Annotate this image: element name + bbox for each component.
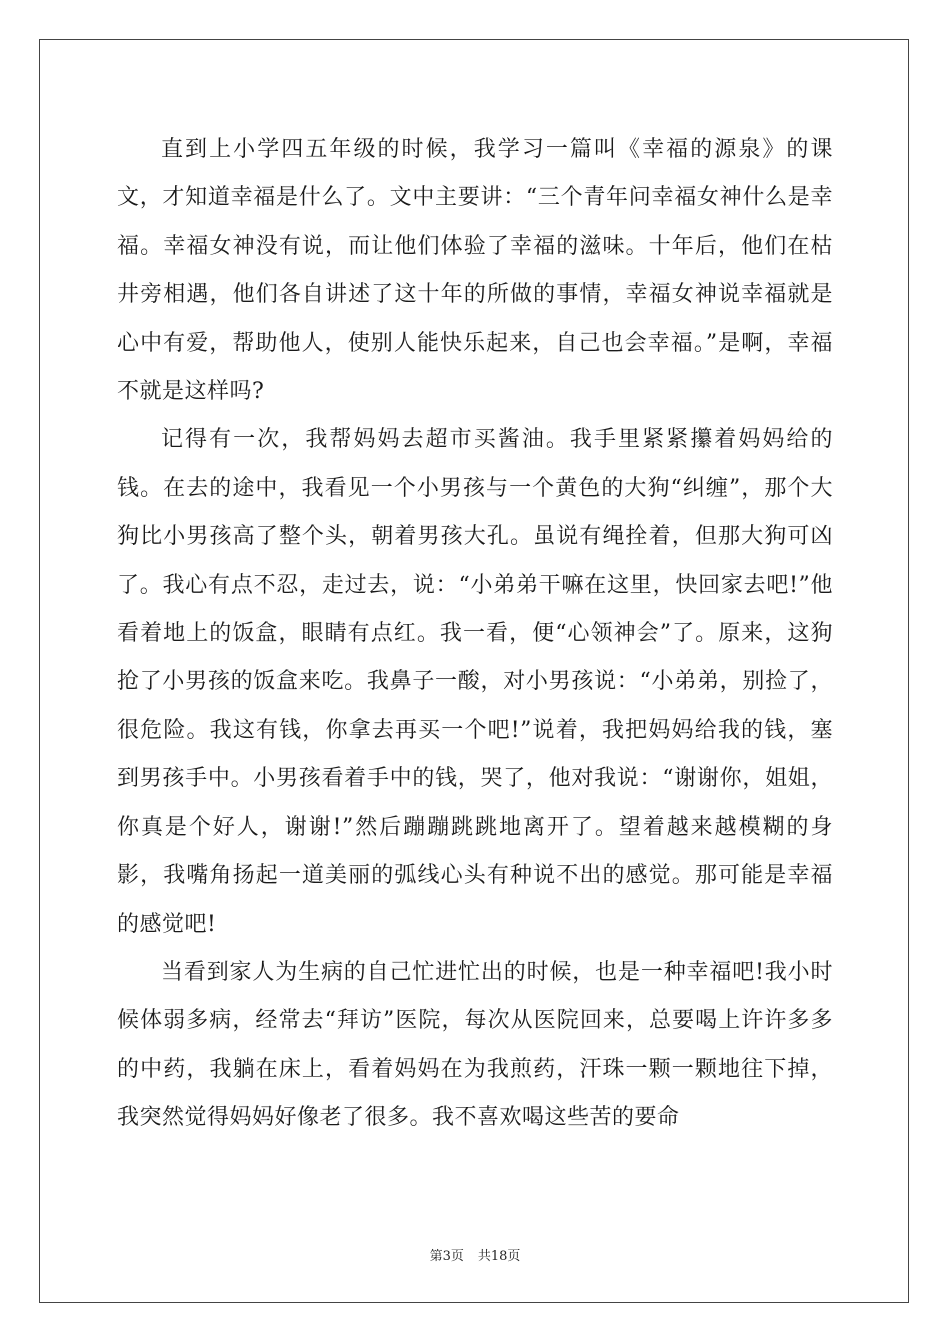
document-body: [117, 126, 833, 1143]
paragraph-3: 当看到家人为生病的自己忙进忙出的时候，也是一种幸福吧!我小时候体弱多病，经常去“拜访”医院，每次从医院回来，总要喝上许许多多的中药，我躺在床上，看着妈妈在为我煎药，汗珠一颗一颗地往下掉，我突然觉得妈妈好像老了很多。我不喜欢喝这些苦的要命: [117, 959, 833, 1131]
page-total: 共18页: [477, 1249, 521, 1264]
paragraph-2: 记得有一次，我帮妈妈去超市买酱油。我手里紧紧攥着妈妈给的钱。在去的途中，我看见一个小男孩与一个黄色的大狗“纠缠”，那个大狗比小男孩高了整个头，朝着男孩大孔。虽说有绳拴着，但那大狗可凶了。我心有点不忍，走过去，说：“小弟弟干嘛在这里，快回家去吧!”他看着地上的饭盒，眼睛有点红。我一看，便“心领神会”了。原来，这狗抢了小男孩的饭盒来吃。我鼻子一酸，对小男孩说：“小弟弟，别捡了，很危险。我这有钱，你拿去再买一个吧!”说着，我把妈妈给我的钱，塞到男孩手中。小男孩看着手中的钱，哭了，他对我说：“谢谢你，姐姐，你真是个好人，谢谢!”然后蹦蹦跳跳地离开了。望着越来越模糊的身影，我嘴角扬起一道美丽的弧线心头有种说不出的感觉。那可能是幸福的感觉吧!: [117, 427, 833, 937]
page-footer: [0, 1249, 950, 1265]
page-number: 第3页: [429, 1249, 464, 1264]
paragraph-1: 直到上小学四五年级的时候，我学习一篇叫《幸福的源泉》的课文，才知道幸福是什么了。文中主要讲：“三个青年问幸福女神什么是幸福。幸福女神没有说，而让他们体验了幸福的滋味。十年后，他们在枯井旁相遇，他们各自讲述了这十年的所做的事情，幸福女神说幸福就是心中有爱，帮助他人，使别人能快乐起来，自己也会幸福。”是啊，幸福不就是这样吗?: [117, 137, 833, 405]
